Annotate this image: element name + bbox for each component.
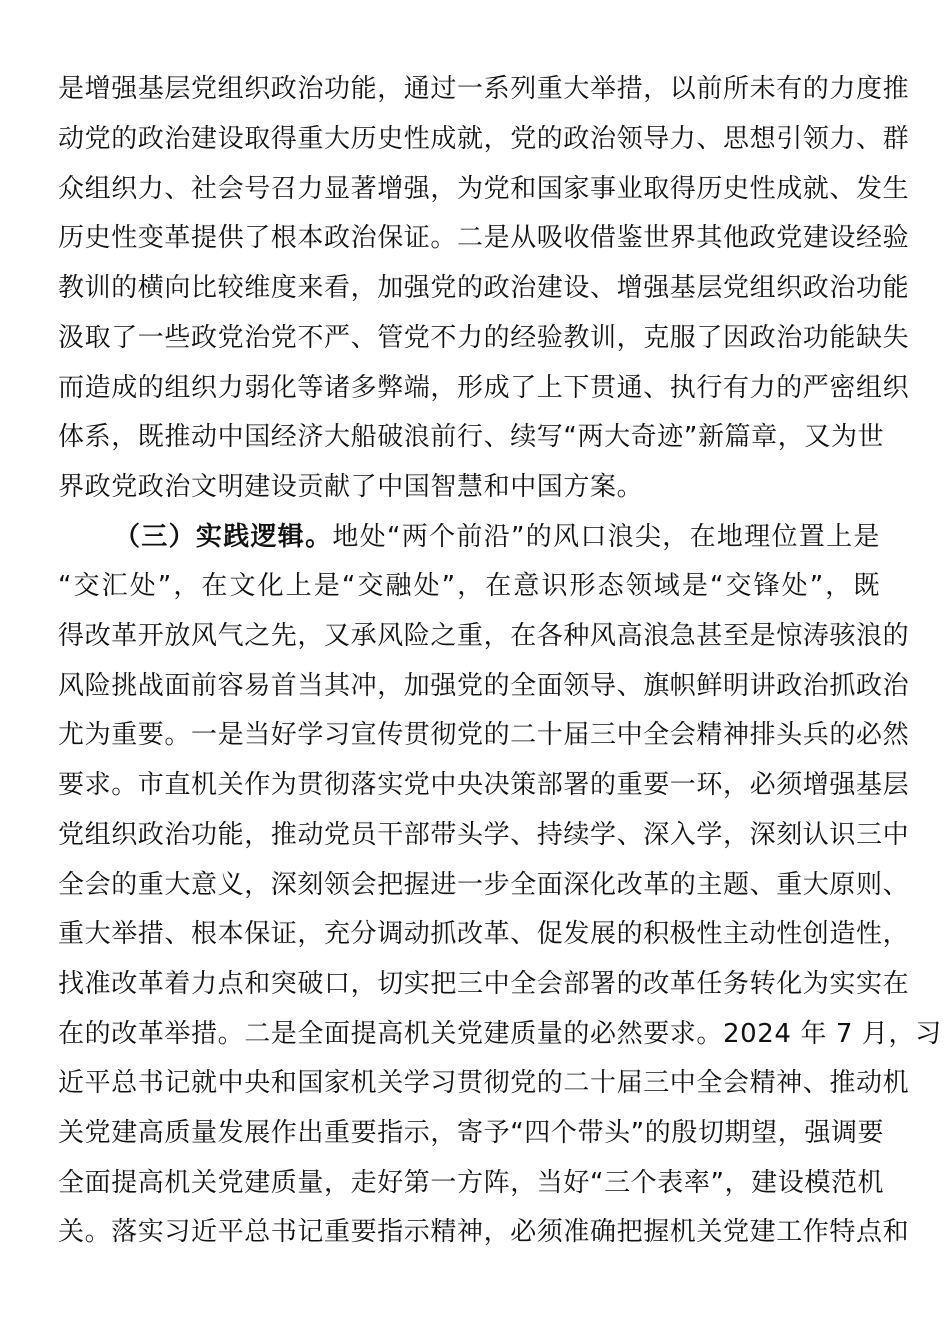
section-heading-text: 地处“两个前沿”的风口浪尖，在地理位置上是 xyxy=(332,522,880,552)
text-line: 近平总书记就中央和国家机关学习贯彻党的二十届三中全会精神、推动机 xyxy=(58,1068,910,1098)
text-line: 尤为重要。一是当好学习宣传贯彻党的二十届三中全会精神排头兵的必然 xyxy=(58,720,910,750)
text-line: 汲取了一些政党治党不严、管党不力的经验教训，克服了因政治功能缺失 xyxy=(58,323,910,353)
text-line: “交汇处”，在文化上是“交融处”，在意识形态领域是“交锋处”，既 xyxy=(58,571,880,601)
text-line: 重大举措、根本保证，充分调动抓改革、促发展的积极性主动性创造性， xyxy=(58,919,910,949)
text-line: 全面提高机关党建质量，走好第一方阵，当好“三个表率”，建设模范机 xyxy=(58,1168,885,1198)
text-line: 体系，既推动中国经济大船破浪前行、续写“两大奇迹”新篇章，又为世 xyxy=(58,422,885,452)
text-line: 动党的政治建设取得重大历史性成就，党的政治领导力、思想引领力、群 xyxy=(58,124,910,154)
text-line: 全会的重大意义，深刻领会把握进一步全面深化改革的主题、重大原则、 xyxy=(58,870,910,900)
text-line: 界政党政治文明建设贡献了中国智慧和中国方案。 xyxy=(58,472,644,502)
text-line: 是增强基层党组织政治功能，通过一系列重大举措，以前所未有的力度推 xyxy=(58,74,910,104)
text-line: 在的改革举措。二是全面提高机关党建质量的必然要求。2024 年 7 月，习 xyxy=(58,1019,942,1049)
section-heading-line xyxy=(114,512,880,562)
text-line: 而造成的组织力弱化等诸多弊端，形成了上下贯通、执行有力的严密组织 xyxy=(58,373,910,403)
text-line: 风险挑战面前容易首当其冲，加强党的全面领导、旗帜鲜明讲政治抓政治 xyxy=(58,671,910,701)
text-line: 找准改革着力点和突破口，切实把三中全会部署的改革任务转化为实实在 xyxy=(58,969,910,999)
text-line: 得改革开放风气之先，又承风险之重，在各种风高浪急甚至是惊涛骇浪的 xyxy=(58,621,910,651)
text-line: 党组织政治功能，推动党员干部带头学、持续学、深入学，深刻认识三中 xyxy=(58,820,910,850)
text-line: 教训的横向比较维度来看，加强党的政治建设、增强基层党组织政治功能 xyxy=(58,273,910,303)
text-line: 要求。市直机关作为贯彻落实党中央决策部署的重要一环，必须增强基层 xyxy=(58,770,910,800)
text-line: 关党建高质量发展作出重要指示，寄予“四个带头”的殷切期望，强调要 xyxy=(58,1118,885,1148)
text-line: 众组织力、社会号召力显著增强，为党和国家事业取得历史性成就、发生 xyxy=(58,174,910,204)
text-line: 历史性变革提供了根本政治保证。二是从吸收借鉴世界其他政党建设经验 xyxy=(58,223,910,253)
section-heading: （三）实践逻辑。 xyxy=(114,522,333,552)
text-line: 关。落实习近平总书记重要指示精神，必须准确把握机关党建工作特点和 xyxy=(58,1217,910,1247)
